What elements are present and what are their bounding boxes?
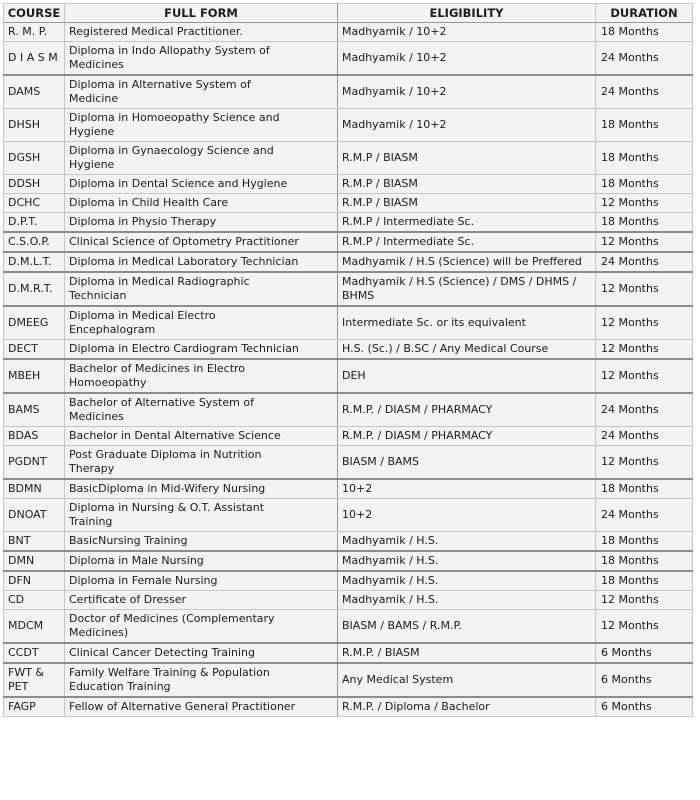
course-cell: MDCM [4,610,65,644]
course-cell: DMN [4,551,65,571]
course-cell: BDMN [4,479,65,499]
eligibility-cell: R.M.P. / Diploma / Bachelor [338,697,596,717]
duration-cell: 18 Months [596,551,693,571]
course-cell: MBEH [4,359,65,393]
full-form-cell: Diploma in Medical Radiographic Technician [65,272,338,306]
full-form-cell: Post Graduate Diploma in Nutrition Therapy [65,446,338,480]
table-row [4,175,693,194]
table-row [4,109,693,142]
full-form-cell: Diploma in Indo Allopathy System of Medicines [65,42,338,76]
course-cell: BNT [4,532,65,552]
eligibility-cell: 10+2 [338,499,596,532]
course-cell: DECT [4,340,65,360]
course-cell: DMEEG [4,306,65,340]
table-row [4,42,693,76]
duration-cell: 24 Months [596,393,693,427]
eligibility-cell: Madhyamik / 10+2 [338,42,596,76]
course-cell: D.M.L.T. [4,252,65,272]
eligibility-cell: Any Medical System [338,663,596,697]
duration-cell: 12 Months [596,306,693,340]
eligibility-cell: 10+2 [338,479,596,499]
course-cell: FAGP [4,697,65,717]
course-cell: C.S.O.P. [4,232,65,252]
eligibility-cell: R.M.P / BIASM [338,194,596,213]
duration-cell: 12 Months [596,610,693,644]
duration-cell: 12 Months [596,272,693,306]
courses-table [3,3,693,717]
table-row [4,643,693,663]
full-form-cell: Bachelor of Medicines in Electro Homoeopathy [65,359,338,393]
course-cell: DAMS [4,75,65,109]
course-cell: PGDNT [4,446,65,480]
full-form-cell: Diploma in Female Nursing [65,571,338,591]
header-full-form: FULL FORM [65,4,338,23]
duration-cell: 12 Months [596,340,693,360]
eligibility-cell: Madhyamik / H.S. [338,591,596,610]
eligibility-cell: R.M.P. / DIASM / PHARMACY [338,393,596,427]
table-row [4,306,693,340]
full-form-cell: BasicNursing Training [65,532,338,552]
duration-cell: 18 Months [596,213,693,233]
table-row [4,272,693,306]
table-row [4,663,693,697]
table-row [4,142,693,175]
full-form-cell: Doctor of Medicines (Complementary Medicines) [65,610,338,644]
eligibility-cell: R.M.P. / DIASM / PHARMACY [338,427,596,446]
duration-cell: 12 Months [596,359,693,393]
duration-cell: 6 Months [596,697,693,717]
table-row [4,75,693,109]
full-form-cell: Registered Medical Practitioner. [65,23,338,42]
full-form-cell: Bachelor of Alternative System of Medicines [65,393,338,427]
eligibility-cell: BIASM / BAMS [338,446,596,480]
full-form-cell: Diploma in Dental Science and Hygiene [65,175,338,194]
table-row [4,591,693,610]
full-form-cell: Diploma in Child Health Care [65,194,338,213]
course-cell: D.M.R.T. [4,272,65,306]
header-duration: DURATION [596,4,693,23]
full-form-cell: BasicDiploma in Mid-Wifery Nursing [65,479,338,499]
table-row [4,340,693,360]
duration-cell: 24 Months [596,252,693,272]
table-row [4,532,693,552]
full-form-cell: Diploma in Medical Electro Encephalogram [65,306,338,340]
full-form-cell: Clinical Cancer Detecting Training [65,643,338,663]
full-form-cell: Diploma in Gynaecology Science and Hygiene [65,142,338,175]
table-row [4,393,693,427]
course-cell: DNOAT [4,499,65,532]
duration-cell: 24 Months [596,499,693,532]
duration-cell: 12 Months [596,591,693,610]
header-eligibility: ELIGIBILITY [338,4,596,23]
course-cell: CCDT [4,643,65,663]
course-cell: DFN [4,571,65,591]
duration-cell: 18 Months [596,109,693,142]
table-row [4,697,693,717]
duration-cell: 12 Months [596,232,693,252]
course-cell: FWT & PET [4,663,65,697]
table-row [4,610,693,644]
duration-cell: 18 Months [596,142,693,175]
duration-cell: 18 Months [596,571,693,591]
full-form-cell: Diploma in Alternative System of Medicine [65,75,338,109]
duration-cell: 24 Months [596,42,693,76]
course-cell: CD [4,591,65,610]
header-row [4,4,693,23]
course-cell: D.P.T. [4,213,65,233]
duration-cell: 24 Months [596,427,693,446]
duration-cell: 18 Months [596,175,693,194]
eligibility-cell: H.S. (Sc.) / B.SC / Any Medical Course [338,340,596,360]
table-body [4,23,693,717]
eligibility-cell: R.M.P / BIASM [338,175,596,194]
eligibility-cell: R.M.P / Intermediate Sc. [338,213,596,233]
duration-cell: 18 Months [596,532,693,552]
eligibility-cell: Madhyamik / H.S. [338,532,596,552]
table-row [4,252,693,272]
table-row [4,499,693,532]
course-cell: DDSH [4,175,65,194]
table-row [4,551,693,571]
eligibility-cell: DEH [338,359,596,393]
course-cell: DCHC [4,194,65,213]
course-cell: BDAS [4,427,65,446]
table-row [4,359,693,393]
duration-cell: 24 Months [596,75,693,109]
table-row [4,232,693,252]
eligibility-cell: Madhyamik / H.S. [338,571,596,591]
table-row [4,571,693,591]
eligibility-cell: Madhyamik / H.S (Science) / DMS / DHMS / BHMS [338,272,596,306]
duration-cell: 12 Months [596,194,693,213]
full-form-cell: Diploma in Medical Laboratory Technician [65,252,338,272]
eligibility-cell: Madhyamik / 10+2 [338,109,596,142]
course-cell: DGSH [4,142,65,175]
eligibility-cell: Madhyamik / H.S (Science) will be Preffered [338,252,596,272]
eligibility-cell: Madhyamik / 10+2 [338,23,596,42]
header-course: COURSE [4,4,65,23]
eligibility-cell: Intermediate Sc. or its equivalent [338,306,596,340]
full-form-cell: Diploma in Male Nursing [65,551,338,571]
duration-cell: 18 Months [596,479,693,499]
duration-cell: 6 Months [596,663,693,697]
eligibility-cell: R.M.P / Intermediate Sc. [338,232,596,252]
course-cell: BAMS [4,393,65,427]
table-row [4,213,693,233]
full-form-cell: Diploma in Physio Therapy [65,213,338,233]
full-form-cell: Diploma in Nursing & O.T. Assistant Training [65,499,338,532]
duration-cell: 18 Months [596,23,693,42]
eligibility-cell: R.M.P / BIASM [338,142,596,175]
full-form-cell: Diploma in Electro Cardiogram Technician [65,340,338,360]
table-row [4,479,693,499]
eligibility-cell: R.M.P. / BIASM [338,643,596,663]
eligibility-cell: Madhyamik / 10+2 [338,75,596,109]
table-row [4,194,693,213]
full-form-cell: Certificate of Dresser [65,591,338,610]
eligibility-cell: BIASM / BAMS / R.M.P. [338,610,596,644]
course-cell: DHSH [4,109,65,142]
full-form-cell: Bachelor in Dental Alternative Science [65,427,338,446]
course-cell: R. M. P. [4,23,65,42]
full-form-cell: Diploma in Homoeopathy Science and Hygiene [65,109,338,142]
eligibility-cell: Madhyamik / H.S. [338,551,596,571]
full-form-cell: Family Welfare Training & Population Education Training [65,663,338,697]
duration-cell: 12 Months [596,446,693,480]
table-row [4,427,693,446]
course-cell: D I A S M [4,42,65,76]
table-row [4,446,693,480]
duration-cell: 6 Months [596,643,693,663]
full-form-cell: Fellow of Alternative General Practitioner [65,697,338,717]
table-row [4,23,693,42]
full-form-cell: Clinical Science of Optometry Practitioner [65,232,338,252]
